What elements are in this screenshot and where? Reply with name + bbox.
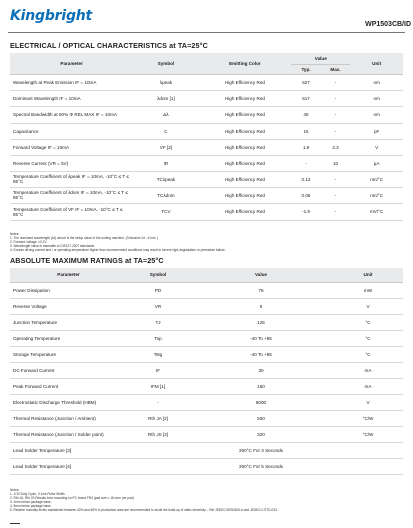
unit-cell: nm xyxy=(350,74,403,90)
unit-cell: μA xyxy=(350,155,403,171)
col-symbol: Symbol xyxy=(127,268,189,282)
emitting-color-cell: High Efficiency Red xyxy=(199,90,292,106)
eo-table xyxy=(10,53,403,221)
value-cell: 5 xyxy=(189,298,333,314)
symbol-cell: TCλpeak xyxy=(133,171,198,187)
note-line: 4. Excess driving current and / or operating temperature higher than recommended conditions may result in severe light degradation or premature failure. xyxy=(10,248,226,253)
parameter-cell: Thermal Resistance (Junction / Solder point) xyxy=(10,426,127,442)
max-cell: 2.3 xyxy=(321,139,351,155)
max-cell: 10 xyxy=(321,155,351,171)
typ-cell: - xyxy=(291,155,321,171)
table-row xyxy=(10,203,403,220)
emitting-color-cell: High Efficiency Red xyxy=(199,106,292,123)
symbol-cell: VF [2] xyxy=(133,139,198,155)
emitting-color-cell: High Efficiency Red xyxy=(199,74,292,90)
max-cell: - xyxy=(321,187,351,203)
symbol-cell: IR xyxy=(133,155,198,171)
value-cell: 125 xyxy=(189,314,333,330)
parameter-cell: Operating Temperature xyxy=(10,330,127,346)
table-row xyxy=(10,139,403,155)
table-row xyxy=(10,74,403,90)
note-line: 5. Relative humidity levels maintained between 40% and 60% in production area are recommended to avoid the build-up of static electricity – Ref JEDEC/JESD625-A and JEDEC/J-STD-033. xyxy=(10,508,278,513)
unit-cell xyxy=(333,442,403,458)
part-number: WP1503CB/ID xyxy=(365,21,411,28)
unit-cell: mW xyxy=(333,282,403,298)
unit-cell: nm xyxy=(350,106,403,123)
value-cell: -40 To +85 xyxy=(189,330,333,346)
col-unit: Unit xyxy=(350,53,403,74)
unit-cell: °C xyxy=(333,330,403,346)
col-value: Value xyxy=(189,268,333,282)
amr-notes xyxy=(10,488,400,513)
col-max: Max. xyxy=(321,64,351,74)
value-cell: 75 xyxy=(189,282,333,298)
value-cell: -40 To +85 xyxy=(189,346,333,362)
table-row xyxy=(10,155,403,171)
unit-cell: °C/W xyxy=(333,426,403,442)
parameter-cell: Temperature Coefficient of VF IF = 10mA, -10°C ≤ T ≤ 85°C xyxy=(10,203,133,220)
symbol-cell: Rth JS [2] xyxy=(127,426,189,442)
unit-cell: V xyxy=(333,298,403,314)
note-line: 1. The dominant wavelength (λd) above is the setup value of the sorting machine. (Tolerance λd : ±1nm. ) xyxy=(10,236,159,241)
table-row xyxy=(10,410,403,426)
value-cell: 8000 xyxy=(189,394,333,410)
emitting-color-cell: High Efficiency Red xyxy=(199,155,292,171)
value-cell: 260°C For 3 Seconds xyxy=(189,442,333,458)
value-cell: 160 xyxy=(189,378,333,394)
table-row xyxy=(10,330,403,346)
note-line: 3. Wavelength value is traceable to CIE127-2007 standards. xyxy=(10,244,95,249)
table-row xyxy=(10,378,403,394)
table-row xyxy=(10,314,403,330)
unit-cell: mA xyxy=(333,378,403,394)
max-cell: - xyxy=(321,106,351,123)
amr-section-title: ABSOLUTE MAXIMUM RATINGS at TA=25°C xyxy=(10,256,164,265)
unit-cell xyxy=(333,458,403,474)
symbol-cell: IF xyxy=(127,362,189,378)
emitting-color-cell: High Efficiency Red xyxy=(199,123,292,139)
symbol-cell: TCV xyxy=(133,203,198,220)
emitting-color-cell: High Efficiency Red xyxy=(199,171,292,187)
unit-cell: nm/°C xyxy=(350,171,403,187)
brand-logo: Kingbright xyxy=(10,8,93,24)
unit-cell: V xyxy=(350,139,403,155)
unit-cell: °C xyxy=(333,314,403,330)
value-cell: 260°C For 5 Seconds xyxy=(189,458,333,474)
header-divider xyxy=(8,32,405,33)
typ-cell: 627 xyxy=(291,74,321,90)
table-row xyxy=(10,282,403,298)
value-cell: 500 xyxy=(189,410,333,426)
typ-cell: -1.9 xyxy=(291,203,321,220)
eo-notes xyxy=(10,232,400,252)
symbol-cell xyxy=(127,458,189,474)
symbol-cell: - xyxy=(127,394,189,410)
parameter-cell: Forward Voltage IF = 10mA xyxy=(10,139,133,155)
symbol-cell xyxy=(127,442,189,458)
note-line: 3. 2mm below package base. xyxy=(10,500,52,505)
notes-heading: Notes: xyxy=(10,232,20,236)
parameter-cell: Wavelength at Peak Emission IF = 10mA xyxy=(10,74,133,90)
typ-cell: 1.9 xyxy=(291,139,321,155)
table-row xyxy=(10,106,403,123)
table-row xyxy=(10,90,403,106)
parameter-cell: Junction Temperature xyxy=(10,314,127,330)
table-row xyxy=(10,394,403,410)
parameter-cell: DC Forward Current xyxy=(10,362,127,378)
unit-cell: nm xyxy=(350,90,403,106)
table-row xyxy=(10,123,403,139)
col-symbol: Symbol xyxy=(133,53,198,74)
value-cell: 30 xyxy=(189,362,333,378)
col-parameter: Parameter xyxy=(10,268,127,282)
note-line: 2. Forward voltage: ±0.1V. xyxy=(10,240,48,245)
symbol-cell: TCλdom xyxy=(133,187,198,203)
note-line: 4. 5mm below package base. xyxy=(10,504,52,509)
emitting-color-cell: High Efficiency Red xyxy=(199,139,292,155)
table-row xyxy=(10,362,403,378)
typ-cell: 15 xyxy=(291,123,321,139)
unit-cell: °C/W xyxy=(333,410,403,426)
symbol-cell: Δλ xyxy=(133,106,198,123)
max-cell: - xyxy=(321,74,351,90)
value-cell: 320 xyxy=(189,426,333,442)
max-cell: - xyxy=(321,171,351,187)
parameter-cell: Reverse Voltage xyxy=(10,298,127,314)
table-row xyxy=(10,458,403,474)
table-row xyxy=(10,298,403,314)
symbol-cell: λpeak xyxy=(133,74,198,90)
col-parameter: Parameter xyxy=(10,53,133,74)
table-row xyxy=(10,442,403,458)
eo-section-title: ELECTRICAL / OPTICAL CHARACTERISTICS at TA=25°C xyxy=(10,41,208,50)
typ-cell: 0.06 xyxy=(291,187,321,203)
parameter-cell: Temperature Coefficient of λpeak IF = 10mA, -10°C ≤ T ≤ 85°C xyxy=(10,171,133,187)
symbol-cell: PD xyxy=(127,282,189,298)
typ-cell: 617 xyxy=(291,90,321,106)
col-emitting-color: Emitting Color xyxy=(199,53,292,74)
note-line: 2. Rth JA, Rth JS Results from mounting on PC board FR4 (pad size ≥ 16 mm² per pad). xyxy=(10,496,135,501)
unit-cell: mA xyxy=(333,362,403,378)
emitting-color-cell: High Efficiency Red xyxy=(199,203,292,220)
footer-mark xyxy=(10,523,20,524)
unit-cell: °C xyxy=(333,346,403,362)
max-cell: - xyxy=(321,203,351,220)
symbol-cell: TJ xyxy=(127,314,189,330)
parameter-cell: Electrostatic Discharge Threshold (HBM) xyxy=(10,394,127,410)
symbol-cell: IFM [1] xyxy=(127,378,189,394)
typ-cell: 45 xyxy=(291,106,321,123)
amr-table xyxy=(10,268,403,475)
table-row xyxy=(10,187,403,203)
parameter-cell: Lead Solder Temperature [3] xyxy=(10,442,127,458)
symbol-cell: VR xyxy=(127,298,189,314)
parameter-cell: Lead Solder Temperature [4] xyxy=(10,458,127,474)
unit-cell: pF xyxy=(350,123,403,139)
notes-heading: Notes: xyxy=(10,488,20,492)
symbol-cell: C xyxy=(133,123,198,139)
col-typ: Typ. xyxy=(291,64,321,74)
unit-cell: mV/°C xyxy=(350,203,403,220)
max-cell: - xyxy=(321,123,351,139)
typ-cell: 0.13 xyxy=(291,171,321,187)
table-row xyxy=(10,171,403,187)
page-header xyxy=(8,6,405,28)
parameter-cell: Power Dissipation xyxy=(10,282,127,298)
parameter-cell: Spectral Bandwidth at 50% Φ REL MAX IF = 10mA xyxy=(10,106,133,123)
unit-cell: nm/°C xyxy=(350,187,403,203)
parameter-cell: Capacitance xyxy=(10,123,133,139)
col-value: Value xyxy=(291,53,350,64)
parameter-cell: Storage Temperature xyxy=(10,346,127,362)
symbol-cell: Tstg xyxy=(127,346,189,362)
emitting-color-cell: High Efficiency Red xyxy=(199,187,292,203)
note-line: 1. 1/10 Duty Cycle, 0.1ms Pulse Width. xyxy=(10,492,66,497)
col-unit: Unit xyxy=(333,268,403,282)
symbol-cell: Top xyxy=(127,330,189,346)
max-cell: - xyxy=(321,90,351,106)
parameter-cell: Peak Forward Current xyxy=(10,378,127,394)
parameter-cell: Temperature Coefficient of λdom IF = 10mA, -10°C ≤ T ≤ 85°C xyxy=(10,187,133,203)
unit-cell: V xyxy=(333,394,403,410)
symbol-cell: λdom [1] xyxy=(133,90,198,106)
symbol-cell: Rth JA [2] xyxy=(127,410,189,426)
table-row xyxy=(10,346,403,362)
parameter-cell: Reverse Current (VR = 5V) xyxy=(10,155,133,171)
parameter-cell: Dominant Wavelength IF = 10mA xyxy=(10,90,133,106)
table-row xyxy=(10,426,403,442)
parameter-cell: Thermal Resistance (Junction / Ambient) xyxy=(10,410,127,426)
